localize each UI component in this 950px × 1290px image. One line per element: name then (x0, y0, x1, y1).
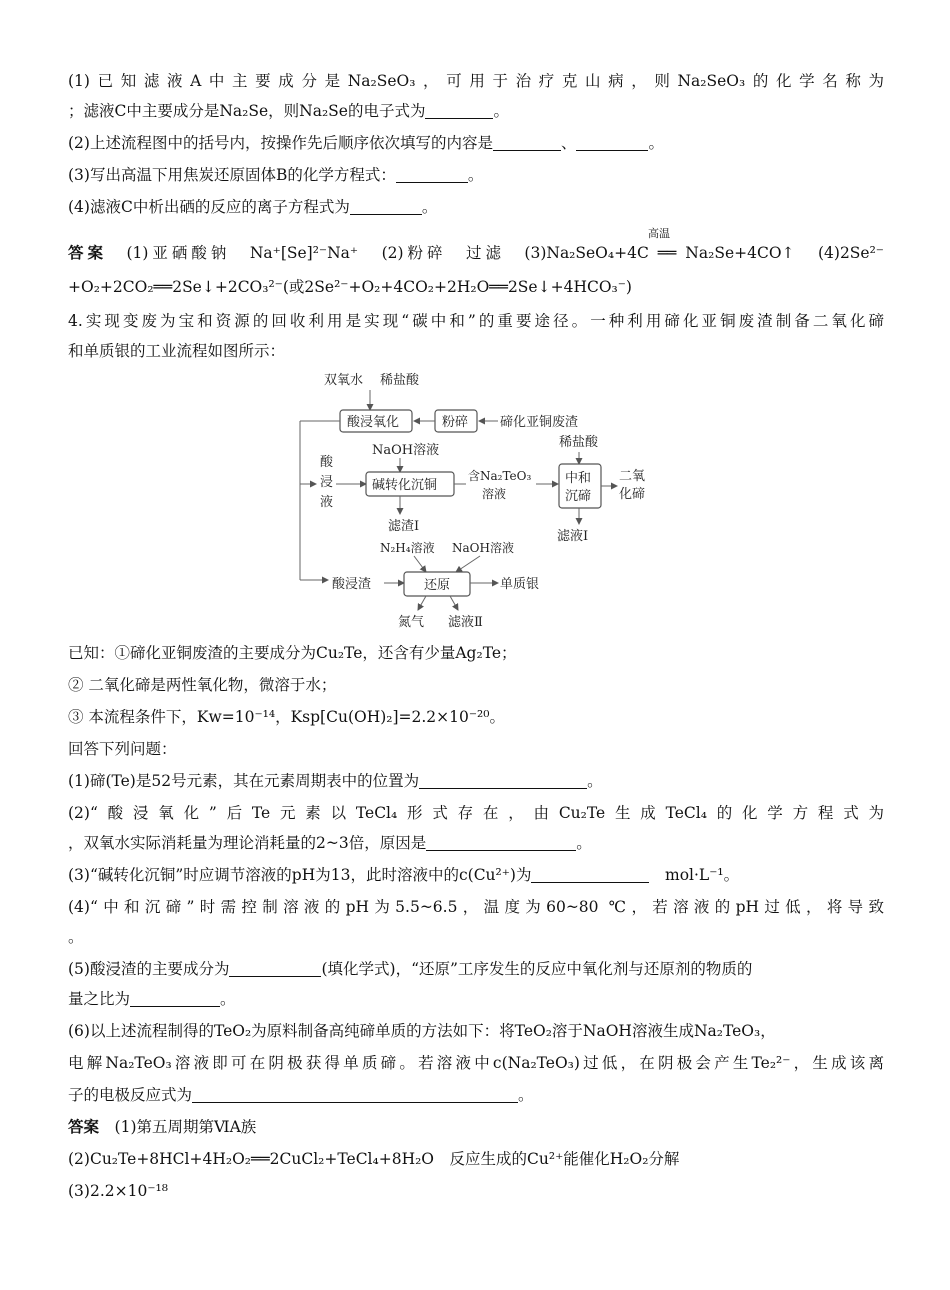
prev-q3: (3)写出高温下用焦炭还原固体B的化学方程式： 。 (68, 166, 484, 184)
step-crush: 粉碎 (442, 415, 469, 430)
step-neutral-1: 中和 (565, 471, 592, 486)
acid-liquor-2: 浸 (320, 475, 334, 490)
filtrate-2: 滤液Ⅱ (448, 615, 483, 630)
sub-q6-line2: 电解Na₂TeO₃溶液即可在阴极获得单质碲。若溶液中c(Na₂TeO₃)过低，在阴极会产生Te₂²⁻，生成该离 (68, 1054, 884, 1072)
prev-q1-line2: ；滤液C中主要成分是Na₂Se，则Na₂Se的电子式为 。 (68, 102, 509, 120)
reagent-n2h4: N₂H₄溶液 (380, 541, 435, 555)
acid-liquor-1: 酸 (320, 455, 334, 470)
prev-q2: (2)上述流程图中的括号内，按操作先后顺序依次填写的内容是 、 。 (68, 134, 664, 152)
sub-q4-line1: (4)“中和沉碲”时需控制溶液的pH为5.5~6.5，温度为60~80 ℃，若溶液的pH过低，将导致 (68, 898, 884, 916)
prev-q4: (4)滤液C中析出硒的反应的离子方程式为 。 (68, 198, 438, 216)
reaction-condition: 高温 (648, 227, 670, 240)
prev-answer-line2: +O₂+2CO₂══2Se↓+2CO₃²⁻(或2Se²⁻+O₂+4CO₂+2H₂O══2Se↓+4HCO₃⁻) (68, 278, 632, 296)
process-flow-bottom (330, 536, 560, 632)
step-neutral-2: 沉碲 (565, 489, 592, 504)
sub-q3: (3)“碱转化沉铜”时应调节溶液的pH为13，此时溶液中的c(Cu²⁺)为 mol·L⁻¹。 (68, 866, 740, 884)
acid-residue: 酸浸渣 (332, 577, 372, 592)
feed-copper-telluride: 碲化亚铜废渣 (500, 415, 579, 430)
answer-tag: 答案 (68, 243, 107, 262)
process-flow-right (555, 430, 665, 550)
product-teo2-2: 化碲 (619, 487, 646, 502)
reagent-hcl-top: 稀盐酸 (380, 373, 420, 388)
sub-q6-line1: (6)以上述流程制得的TeO₂为原料制备高纯碲单质的方法如下：将TeO₂溶于NaOH溶液生成Na₂TeO₃， (68, 1022, 776, 1040)
reagent-naoh-2: NaOH溶液 (452, 541, 514, 555)
answer-1: 答案 (1)第五周期第ⅥA族 (68, 1117, 257, 1136)
known-3: ③ 本流程条件下，Kw=10⁻¹⁴，Ksp[Cu(OH)₂]=2.2×10⁻²⁰。 (68, 708, 505, 726)
answer-3: (3)2.2×10⁻¹⁸ (68, 1182, 168, 1200)
sub-q1: (1)碲(Te)是52号元素，其在元素周期表中的位置为 。 (68, 772, 603, 790)
intermediate-solution: 溶液 (482, 487, 507, 501)
sub-q2-line1: (2)“酸浸氧化”后Te元素以TeCl₄形式存在，由Cu₂Te生成TeCl₄的化学方程式为 (68, 804, 884, 822)
product-teo2-1: 二氧 (619, 469, 646, 484)
reagent-h2o2: 双氧水 (324, 373, 364, 388)
answer-2: (2)Cu₂Te+8HCl+4H₂O₂══2CuCl₂+TeCl₄+8H₂O 反应生成的Cu²⁺能催化H₂O₂分解 (68, 1150, 680, 1168)
reagent-naoh: NaOH溶液 (372, 443, 440, 458)
sub-q2-line2: ，双氧水实际消耗量为理论消耗量的2~3倍，原因是 。 (68, 834, 592, 852)
known-2: ② 二氧化碲是两性氧化物，微溶于水； (68, 676, 337, 694)
step-alkali: 碱转化沉铜 (372, 478, 438, 493)
sub-q5-line2: 量之比为 。 (68, 990, 236, 1008)
answer-tag-2: 答案 (68, 1117, 100, 1136)
sub-q5-line1: (5)酸浸渣的主要成分为 (填化学式)，“还原”工序发生的反应中氧化剂与还原剂的物质的 (68, 960, 753, 978)
step-reduce: 还原 (424, 578, 451, 593)
gas-nitrogen: 氮气 (398, 615, 425, 630)
sub-q4-line2: 。 (68, 928, 84, 946)
prev-q1-line1: (1)已知滤液A中主要成分是Na₂SeO₃，可用于治疗克山病，则Na₂SeO₃的化学名称为 (68, 72, 884, 90)
product-silver: 单质银 (500, 577, 540, 592)
reagent-hcl-right: 稀盐酸 (559, 435, 599, 450)
filtrate-1: 滤液Ⅰ (557, 529, 589, 544)
intermediate-na2teo3: 含Na₂TeO₃ (468, 469, 532, 483)
known-1: 已知：①碲化亚铜废渣的主要成分为Cu₂Te，还含有少量Ag₂Te； (68, 644, 517, 662)
sub-q6-line3: 子的电极反应式为 。 (68, 1086, 534, 1104)
prev-answer-line1: 答案 (1)亚硒酸钠 Na⁺[Se]²⁻Na⁺ (2)粉碎 过滤 (3)Na₂SeO₄+4C ══ Na₂Se+4CO↑ (4)2Se²⁻ (68, 243, 884, 262)
residue-1: 滤渣Ⅰ (388, 519, 420, 534)
acid-liquor-3: 液 (320, 495, 334, 510)
q4-stem-line1: 4.实现变废为宝和资源的回收利用是实现“碳中和”的重要途径。一种利用碲化亚铜废渣制备二氧化碲 (68, 312, 884, 330)
step-acid-leach: 酸浸氧化 (347, 415, 400, 430)
prompt: 回答下列问题： (68, 740, 177, 758)
q4-stem-line2: 和单质银的工业流程如图所示： (68, 342, 286, 360)
